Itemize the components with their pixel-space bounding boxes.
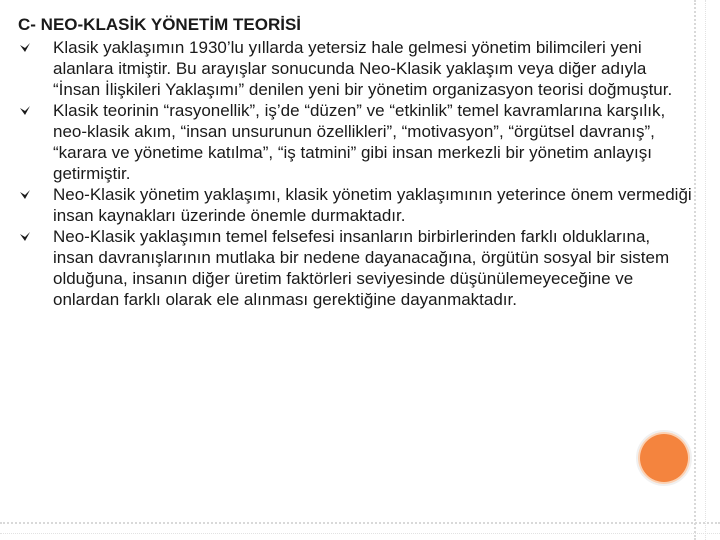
list-item	[18, 37, 694, 100]
decorative-frame-line	[705, 0, 706, 540]
slide-title: C- NEO-KLASİK YÖNETİM TEORİSİ	[18, 15, 302, 34]
decorative-frame-line	[694, 0, 696, 540]
slide-content	[18, 14, 694, 310]
decorative-frame-line	[0, 533, 720, 534]
list-item	[18, 184, 694, 226]
checkmark-arrow-icon	[18, 100, 32, 121]
orange-circle-decoration	[640, 434, 688, 482]
bullet-list	[18, 37, 694, 310]
bullet-text: Klasik yaklaşımın 1930’lu yıllarda yetersiz hale gelmesi yönetim bilimcileri yeni alanlara itmiştir. Bu arayışlar sonucunda Neo-Klasik yaklaşım veya diğer adıyla “İnsan İlişkileri Yaklaşımı” denilen yeni bir yönetim organizasyon teorisi doğmuştur.	[53, 38, 673, 99]
bullet-text: Klasik teorinin “rasyonellik”, iş’de “düzen” ve “etkinlik” temel kavramlarına karşılık, neo-klasik akım, “insan unsurunun özellikleri”, “motivasyon”, “örgütsel davranış”, “karara ve yönetime katılma”, “iş tatmini” gibi insan merkezli bir yönetim anlayışı getirmiştir.	[53, 101, 666, 183]
checkmark-arrow-icon	[18, 184, 32, 205]
checkmark-arrow-icon	[18, 226, 32, 247]
bullet-text: Neo-Klasik yaklaşımın temel felsefesi insanların birbirlerinden farklı olduklarına, insan davranışlarının mutlaka bir nedene dayanacağına, örgütün sosyal bir sistem olduğuna, insanın diğer üretim faktörleri seviyesinde düşünülemeyeceğine ve onlardan farklı olarak ele alınması gerektiğine dayanmaktadır.	[53, 227, 670, 309]
decorative-frame-line	[0, 522, 720, 524]
list-item	[18, 226, 694, 310]
bullet-text: Neo-Klasik yönetim yaklaşımı, klasik yönetim yaklaşımının yeterince önem vermediği insan kaynakları üzerinde önemle durmaktadır.	[53, 185, 692, 225]
checkmark-arrow-icon	[18, 37, 32, 58]
list-item	[18, 100, 694, 184]
